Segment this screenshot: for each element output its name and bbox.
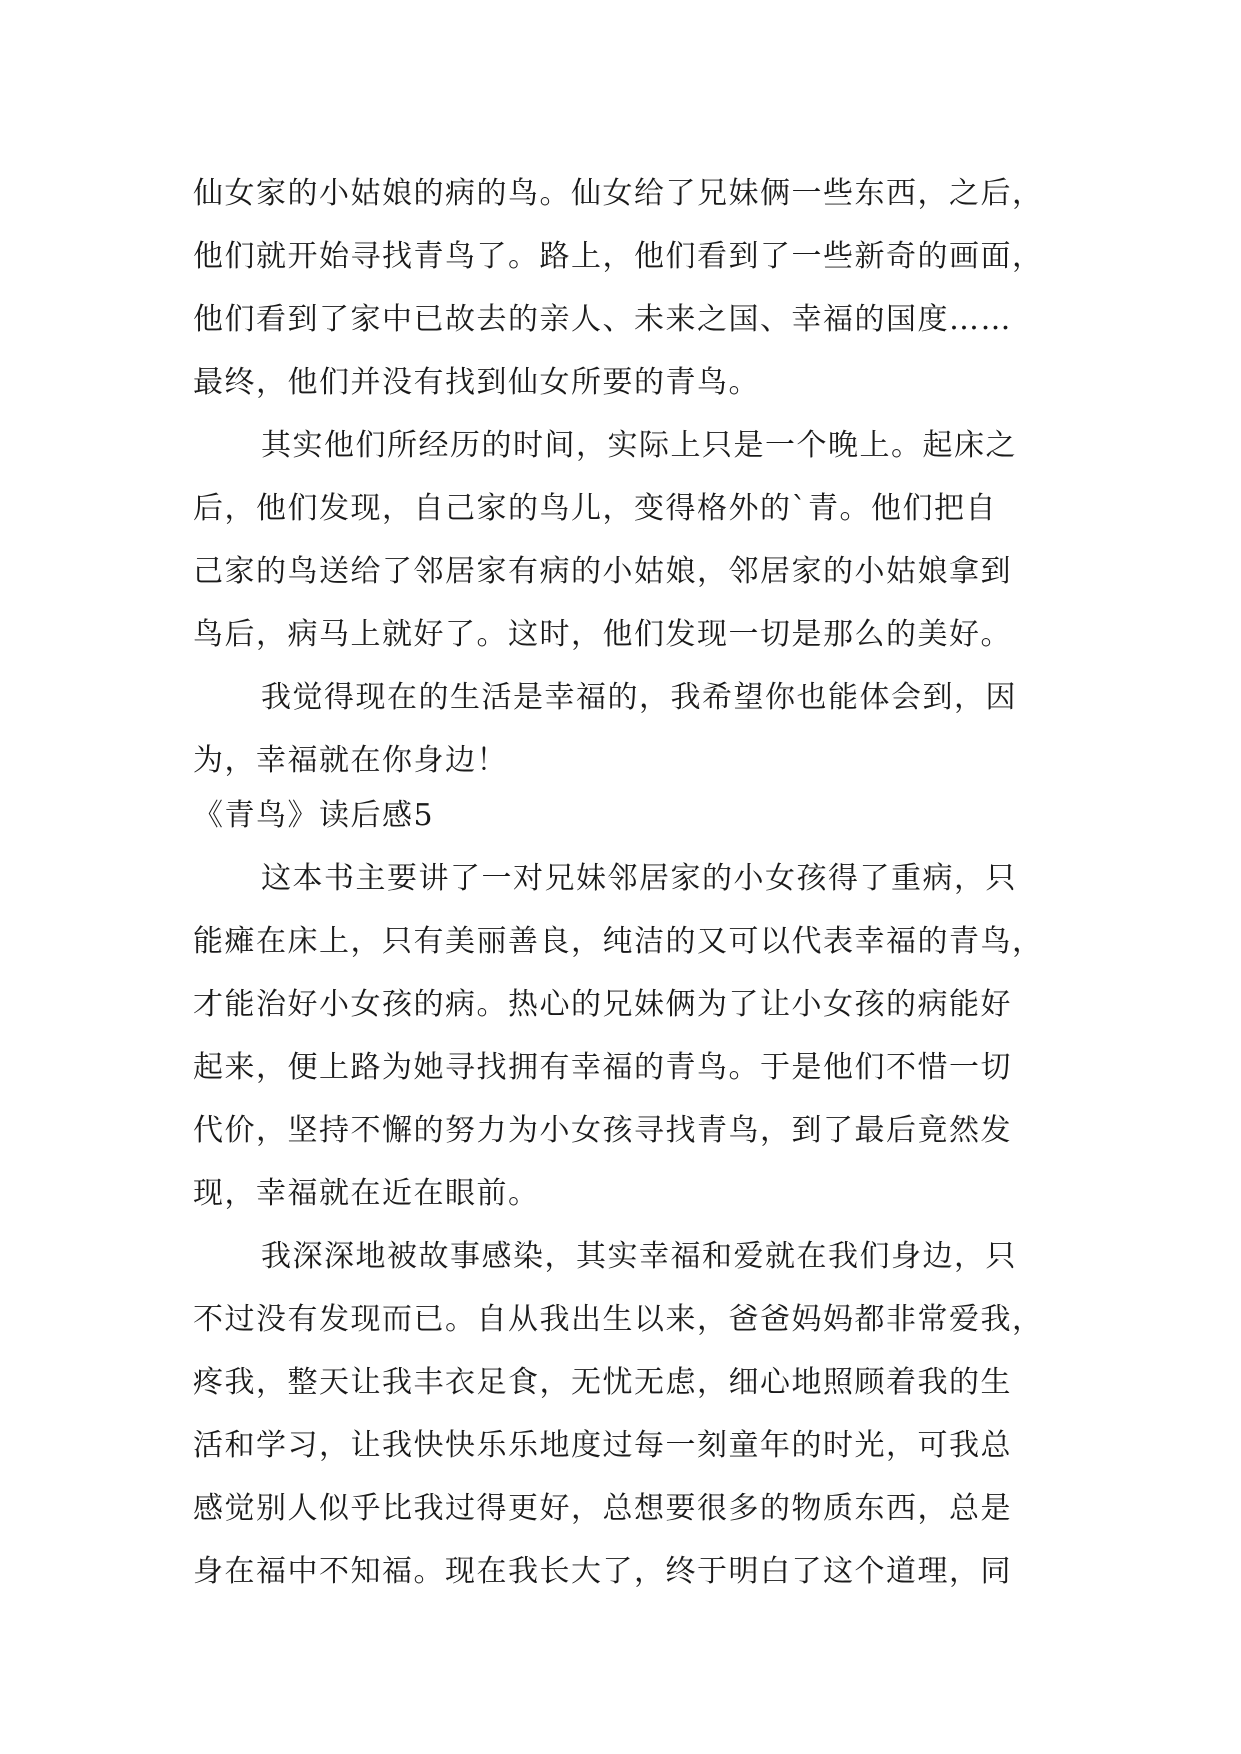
- text-line: 起来，便上路为她寻找拥有幸福的青鸟。于是他们不惜一切: [193, 1050, 1012, 1085]
- text-line: 后，他们发现，自己家的鸟儿，变得格外的`青。他们把自: [193, 491, 997, 526]
- text-line: 这本书主要讲了一对兄妹邻居家的小女孩得了重病，只: [261, 861, 1017, 896]
- text-line: 他们看到了家中已故去的亲人、未来之国、幸福的国度……: [193, 302, 1012, 337]
- text-line: 现，幸福就在近在眼前。: [193, 1176, 540, 1211]
- section-5: [193, 784, 1063, 1603]
- text-line: 活和学习，让我快快乐乐地度过每一刻童年的时光，可我总: [193, 1428, 1012, 1463]
- text-line: 能瘫在床上，只有美丽善良，纯洁的又可以代表幸福的青鸟，: [193, 924, 1044, 959]
- text-line: 鸟后，病马上就好了。这时，他们发现一切是那么的美好。: [193, 617, 1012, 652]
- text-line: 为，幸福就在你身边！: [193, 743, 508, 778]
- text-line: 己家的鸟送给了邻居家有病的小姑娘，邻居家的小姑娘拿到: [193, 554, 1012, 589]
- text-line: 我深深地被故事感染，其实幸福和爱就在我们身边，只: [261, 1239, 1017, 1274]
- text-line: 其实他们所经历的时间，实际上只是一个晚上。起床之: [261, 428, 1017, 463]
- text-line: 才能治好小女孩的病。热心的兄妹俩为了让小女孩的病能好: [193, 987, 1012, 1022]
- section-heading: 《青鸟》读后感5: [193, 798, 435, 833]
- text-line: 我觉得现在的生活是幸福的，我希望你也能体会到，因: [261, 680, 1017, 715]
- text-line: 不过没有发现而已。自从我出生以来，爸爸妈妈都非常爱我，: [193, 1302, 1044, 1337]
- text-line: 代价，坚持不懈的努力为小女孩寻找青鸟，到了最后竟然发: [193, 1113, 1012, 1148]
- previous-section-text: [193, 162, 1063, 792]
- text-line: 疼我，整天让我丰衣足食，无忧无虑，细心地照顾着我的生: [193, 1365, 1012, 1400]
- text-line: 最终，他们并没有找到仙女所要的青鸟。: [193, 365, 760, 400]
- text-line: 感觉别人似乎比我过得更好，总想要很多的物质东西，总是: [193, 1491, 1012, 1526]
- text-line: 仙女家的小姑娘的病的鸟。仙女给了兄妹俩一些东西，之后，: [193, 176, 1044, 211]
- text-line: 身在福中不知福。现在我长大了，终于明白了这个道理，同: [193, 1554, 1012, 1589]
- text-line: 他们就开始寻找青鸟了。路上，他们看到了一些新奇的画面，: [193, 239, 1044, 274]
